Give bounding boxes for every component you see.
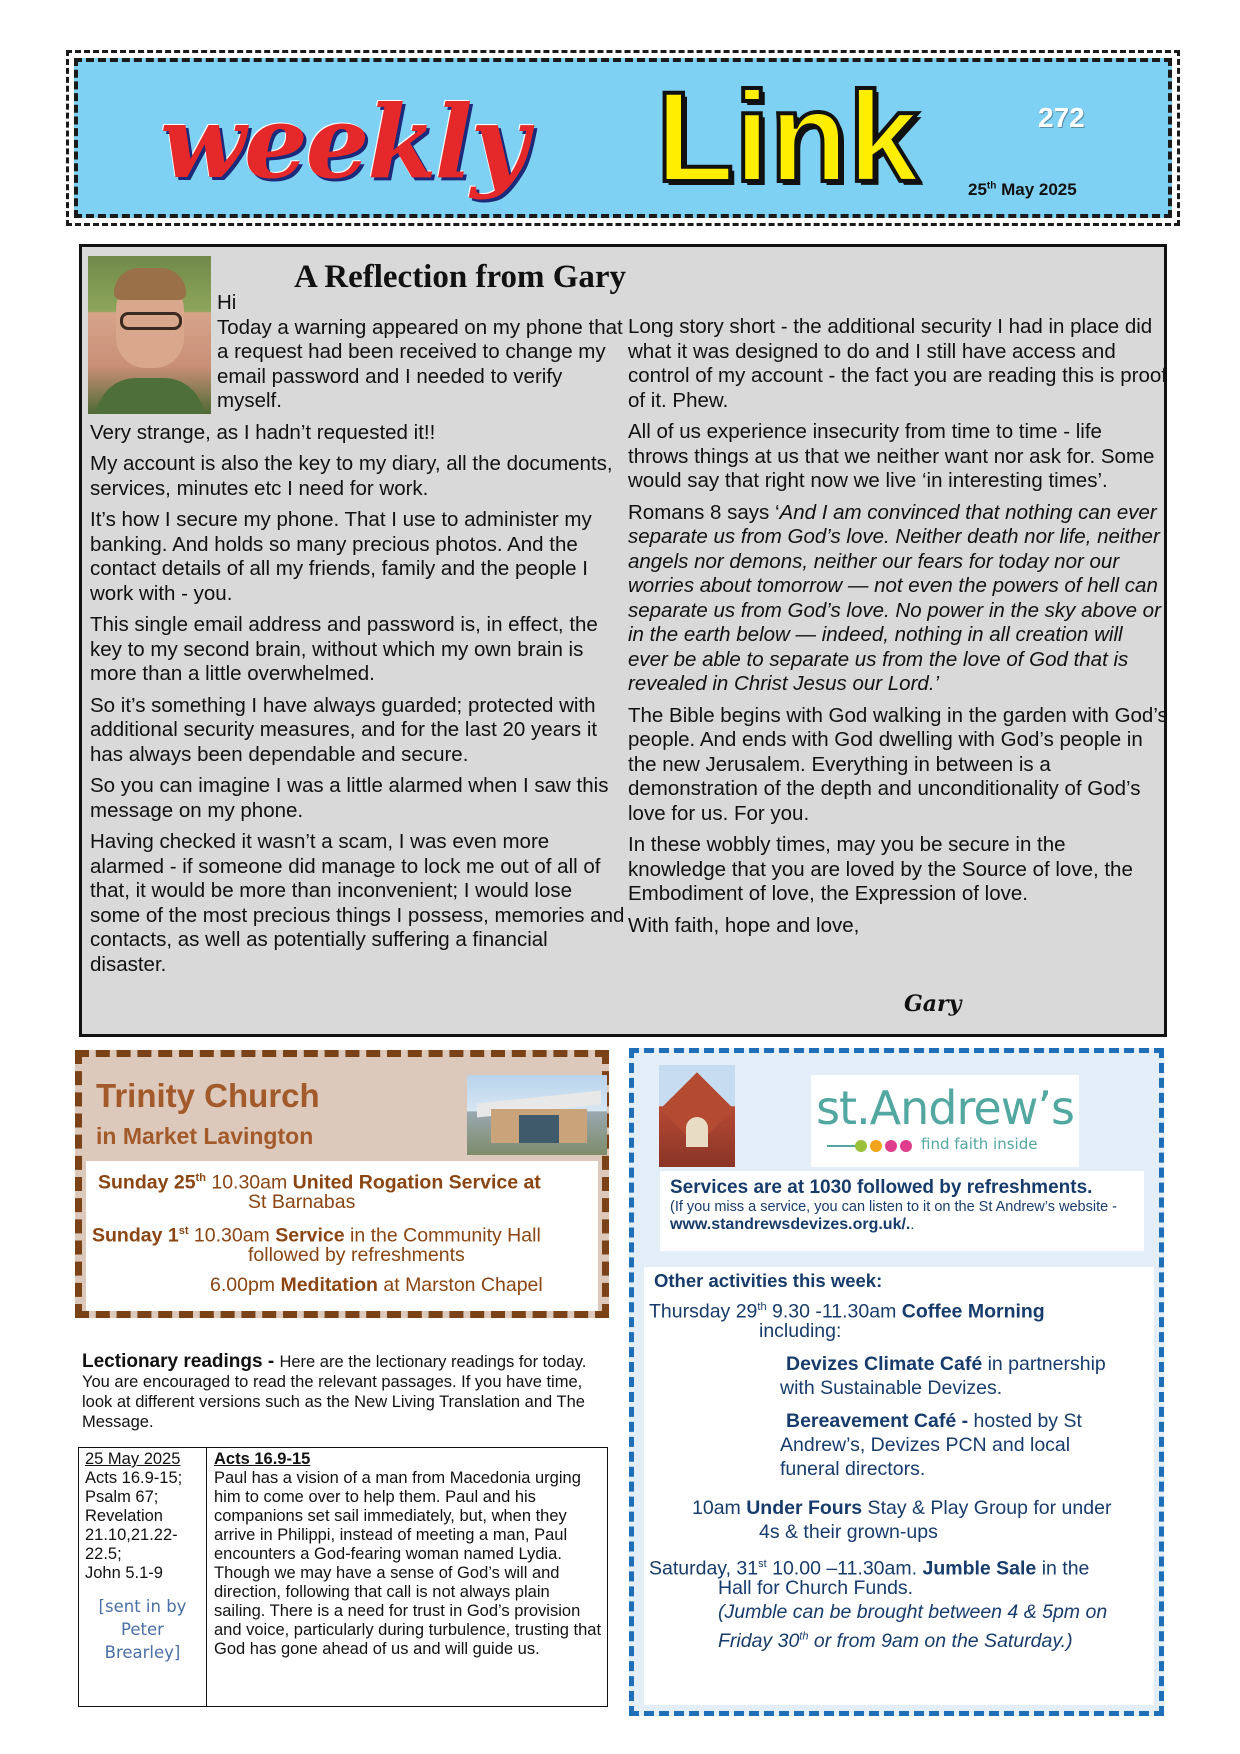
service-line: Sunday 25th 10.30am United Rogation Service at (98, 1171, 541, 1194)
website-link[interactable]: www.standrewsdevizes.org.uk/. (670, 1216, 911, 1233)
paragraph: The Bible begins with God walking in the garden with God’s people. And ends with God dwelling with God’s people in the new Jerusalem. Everything in between is a demonstration of the depth and unconditionality of God’s love for us. For you. (628, 703, 1168, 825)
activity-line: 10am Under Fours Stay & Play Group for under (692, 1497, 1112, 1519)
lectionary-passage-cell (208, 1448, 608, 1661)
lectionary-credit: [sent in by Peter Brearley] (98, 1597, 187, 1662)
trinity-title: Trinity Church (96, 1077, 320, 1114)
trinity-services (86, 1161, 598, 1311)
passage-summary: Paul has a vision of a man from Macedonia urging him to come over to help them. Paul and his companions set sail immediately, but, when they arrive in Philippi, instead of meeting a man, Paul encounters a God-fearing woman named Lydia. (214, 1469, 581, 1563)
masthead-weekly: weekly (160, 83, 527, 201)
reading: John 5.1-9 (85, 1564, 163, 1582)
lectionary-readings-cell (79, 1448, 207, 1706)
paragraph: In these wobbly times, may you be secure in the knowledge that you are loved by the Source of love, the Embodiment of love, the Expression of love. (628, 833, 1133, 905)
passage-reference: Acts 16.9-15 (214, 1450, 311, 1468)
activity-line: funeral directors. (780, 1458, 926, 1480)
activity-line: Hall for Church Funds. (718, 1577, 914, 1599)
activity-line: with Sustainable Devizes. (780, 1377, 1003, 1399)
lectionary-intro: Lectionary readings - Here are the lectionary readings for today. You are encouraged to read the relevant passages. If you have time, look at different versions such as the New Living Translation and The Message. (82, 1351, 587, 1431)
activity-line: including: (759, 1320, 842, 1342)
reading: Psalm 67; (85, 1488, 159, 1506)
paragraph: My account is also the key to my diary, all the documents, services, minutes etc I need for work. (90, 452, 613, 500)
issue-number: 272 (1038, 102, 1085, 133)
service-line: 6.00pm Meditation at Marston Chapel (210, 1274, 543, 1296)
st-andrews-logo: st.Andrew’s find faith inside (811, 1075, 1079, 1167)
activity-line: Thursday 29th 9.30 -11.30am Coffee Morning (649, 1300, 1045, 1323)
reflection-title: A Reflection from Gary (294, 259, 627, 295)
activity-line: 4s & their grown-ups (759, 1521, 938, 1543)
activity-line: Saturday, 31st 10.00 –11.30am. Jumble Sale in the (649, 1557, 1090, 1580)
paragraph: All of us experience insecurity from time to time - life throws things at us that we neither want nor ask for. Some would say that right now we live ‘in interesting times’. (628, 420, 1155, 492)
paragraph: So it’s something I have always guarded; protected with additional security measures, and for the last 20 years it has always been dependable and secure. (90, 693, 598, 766)
lectionary-date: 25 May 2025 (85, 1450, 181, 1468)
st-andrews-box (629, 1048, 1164, 1716)
service-line: followed by refreshments (248, 1244, 465, 1266)
issue-date: 25th May 2025 (968, 180, 1077, 199)
activity-note: (Jumble can be brought between 4 & 5pm on (718, 1601, 1108, 1623)
signature: Gary (904, 991, 962, 1017)
reading: Acts 16.9-15; (85, 1469, 183, 1487)
service-line: Sunday 1st 10.30am Service in the Community Hall (92, 1224, 541, 1247)
logo-dots-icon (855, 1139, 915, 1153)
paragraph: Hi (217, 291, 237, 314)
services-title: Services are at 1030 followed by refreshments. (670, 1177, 1093, 1198)
st-andrews-church-photo (659, 1065, 735, 1167)
trinity-church-photo (467, 1075, 607, 1155)
romans-quote: Romans 8 says ‘And I am convinced that nothing can ever separate us from God’s love. Neither death nor life, neither angels nor demons, neither our fears for today nor our worries about tomorrow — not even the powers of hell can separate us from God’s love. No power in the sky above or in the earth below — indeed, nothing in all creation will ever be able to separate us from the love of God that is revealed in Christ Jesus our Lord.’ (628, 500, 1161, 695)
paragraph: Long story short - the additional security I had in place did what it was designed to do and I still have access and control of my account - the fact you are reading this is proof of it. Phew. (628, 315, 1167, 412)
reflection-left-column (90, 291, 626, 984)
paragraph: It’s how I secure my phone. That I use to administer my banking. And holds so many precious photos. And the contact details of all my friends, family and the people I work with - you. (90, 508, 592, 605)
masthead-link: Link (656, 66, 920, 209)
services-note: (If you miss a service, you can listen to it on the St Andrew’s website - www.standrewsdevizes.org.uk/.. (670, 1199, 1118, 1233)
paragraph: So you can imagine I was a little alarmed when I saw this message on my phone. (90, 774, 609, 822)
reflection-right-column (628, 315, 1168, 945)
paragraph: This single email address and password is, in effect, the key to my second brain, without which my own brain is more than a little overwhelmed. (90, 613, 598, 685)
activity-line: Andrew’s, Devizes PCN and local (780, 1434, 1071, 1456)
st-andrews-activities (644, 1267, 1154, 1705)
activity-note: Friday 30th or from 9am on the Saturday.) (718, 1629, 1073, 1652)
paragraph: Today a warning appeared on my phone that a request had been received to change my email password and I needed to verify myself. (217, 315, 623, 412)
lectionary-table (78, 1447, 608, 1707)
activities-title: Other activities this week: (654, 1270, 883, 1291)
reflection-article (79, 244, 1167, 1037)
passage-reflection: Though we may have a sense of God’s will and direction, following that call is not always plain sailing. There is a need for trust in God’s provision and voice, particularly during turbulence, trusting that God has gone ahead of us and will guide us. (214, 1564, 602, 1658)
sign-off: With faith, hope and love, (628, 913, 860, 937)
reading: Revelation 21.10,21.22-22.5; (85, 1507, 178, 1563)
paragraph: Very strange, as I hadn’t requested it!! (90, 420, 436, 444)
activity-line: Devizes Climate Café in partnership (786, 1353, 1106, 1375)
st-andrews-services (660, 1171, 1144, 1251)
service-line: St Barnabas (248, 1191, 356, 1213)
trinity-church-box (75, 1050, 609, 1318)
paragraph: Having checked it wasn’t a scam, I was even more alarmed - if someone did manage to lock me out of all of that, it would be more than inconvenient; I would lose some of the most precious things I possess, memories and contacts, as well as potentially suffering a financial disaster. (90, 830, 625, 976)
masthead (74, 58, 1172, 218)
trinity-subtitle: in Market Lavington (96, 1123, 314, 1149)
activity-line: Bereavement Café - hosted by St (786, 1410, 1082, 1432)
